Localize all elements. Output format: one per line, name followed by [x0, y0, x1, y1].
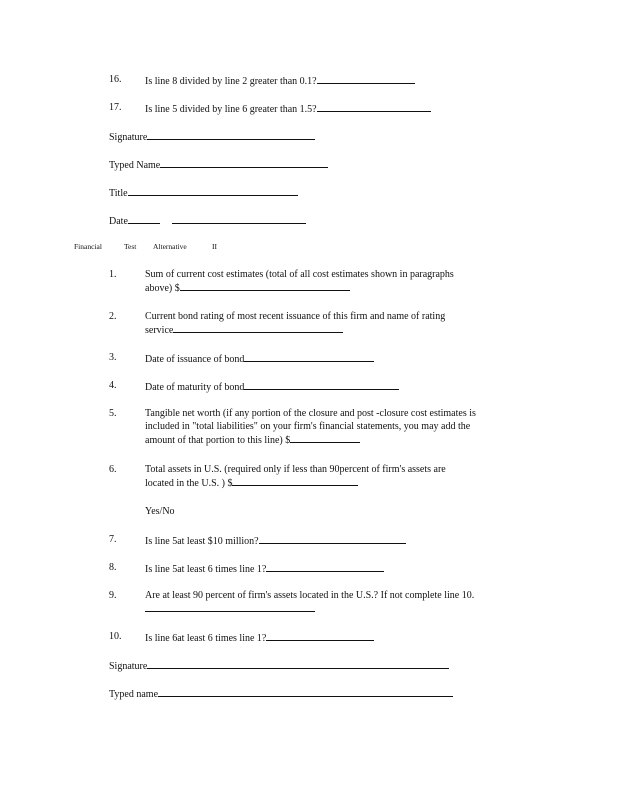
- item-number: 3.: [109, 352, 117, 363]
- item-text-cont: located in the U.S. ) $: [145, 478, 233, 489]
- item-number: 2.: [109, 311, 117, 322]
- question-text: Is line 8 divided by line 2 greater than 0.1?: [145, 76, 317, 87]
- typed-name-field[interactable]: [160, 158, 328, 168]
- item-number: 16.: [109, 74, 122, 85]
- section-heading-word: Test: [124, 242, 137, 251]
- item-text: Is line 5at least 6 times line 1?: [145, 564, 267, 575]
- answer-blank[interactable]: [259, 534, 406, 544]
- question-16: [145, 74, 415, 88]
- section-heading-word: II: [212, 242, 217, 251]
- answer-blank[interactable]: [317, 74, 415, 84]
- item-2: [145, 310, 545, 337]
- item-4: [145, 380, 399, 394]
- item-number: 10.: [109, 631, 122, 642]
- item-text: Total assets in U.S. (required only if less than 90percent of firm's assets are: [145, 464, 446, 475]
- item-number: 8.: [109, 562, 117, 573]
- item-text-cont: above) $: [145, 283, 180, 294]
- typed-name-row: [109, 158, 328, 172]
- item-7: [145, 534, 406, 548]
- item-number: 1.: [109, 269, 117, 280]
- item-number: 17.: [109, 102, 122, 113]
- answer-blank[interactable]: [290, 433, 360, 443]
- item-number: 5.: [109, 408, 117, 419]
- item-1: [145, 268, 545, 295]
- signature-field[interactable]: [147, 130, 315, 140]
- yes-no-label: Yes/No: [145, 506, 175, 517]
- item-10: [145, 631, 374, 645]
- answer-blank[interactable]: [232, 476, 358, 486]
- footer-typed-name-row: [109, 687, 453, 701]
- item-text-cont: amount of that portion to this line) $: [145, 435, 291, 446]
- date-label: Date: [109, 216, 128, 227]
- title-field[interactable]: [128, 186, 298, 196]
- section-heading-word: Alternative: [153, 242, 187, 251]
- item-text: Current bond rating of most recent issuance of this firm and name of rating: [145, 311, 446, 322]
- item-text: Tangible net worth (if any portion of the closure and post -closure cost estimates is: [145, 408, 476, 419]
- answer-blank[interactable]: [266, 631, 374, 641]
- typed-name-field[interactable]: [158, 687, 453, 697]
- answer-blank[interactable]: [244, 380, 399, 390]
- title-label: Title: [109, 188, 128, 199]
- answer-blank[interactable]: [180, 281, 350, 291]
- item-text: Is line 5at least $10 million?: [145, 536, 259, 547]
- signature-label: Signature: [109, 661, 148, 672]
- item-text-cont: included in "total liabilities" on your firm's financial statements, you may add the: [145, 421, 471, 432]
- answer-blank[interactable]: [317, 102, 431, 112]
- question-text: Is line 5 divided by line 6 greater than 1.5?: [145, 104, 317, 115]
- section-heading-word: Financial: [74, 242, 102, 251]
- question-17: [145, 102, 431, 116]
- answer-blank[interactable]: [266, 562, 384, 572]
- answer-blank[interactable]: [244, 352, 374, 362]
- item-number: 4.: [109, 380, 117, 391]
- item-6: [145, 463, 545, 490]
- date-field-2[interactable]: [172, 214, 306, 224]
- item-text-cont: service: [145, 325, 174, 336]
- signature-row: [109, 130, 315, 144]
- item-text: Sum of current cost estimates (total of all cost estimates shown in paragraphs: [145, 269, 454, 280]
- title-row: [109, 186, 298, 200]
- item-number: 6.: [109, 464, 117, 475]
- item-text: Date of issuance of bond: [145, 354, 245, 365]
- answer-blank[interactable]: [145, 602, 315, 612]
- item-text: Is line 6at least 6 times line 1?: [145, 633, 267, 644]
- date-row: [109, 214, 306, 228]
- item-number: 7.: [109, 534, 117, 545]
- footer-signature-row: [109, 659, 449, 673]
- item-text: Date of maturity of bond: [145, 382, 245, 393]
- item-8: [145, 562, 384, 576]
- item-number: 9.: [109, 590, 117, 601]
- date-field[interactable]: [128, 214, 160, 224]
- typed-name-label: Typed name: [109, 689, 159, 700]
- answer-blank[interactable]: [173, 323, 343, 333]
- item-5: [145, 407, 545, 447]
- signature-label: Signature: [109, 132, 148, 143]
- signature-field[interactable]: [147, 659, 449, 669]
- item-9: [145, 589, 550, 616]
- item-text: Are at least 90 percent of firm's assets located in the U.S.? If not complete line 10.: [145, 590, 475, 601]
- item-3: [145, 352, 374, 366]
- typed-name-label: Typed Name: [109, 160, 161, 171]
